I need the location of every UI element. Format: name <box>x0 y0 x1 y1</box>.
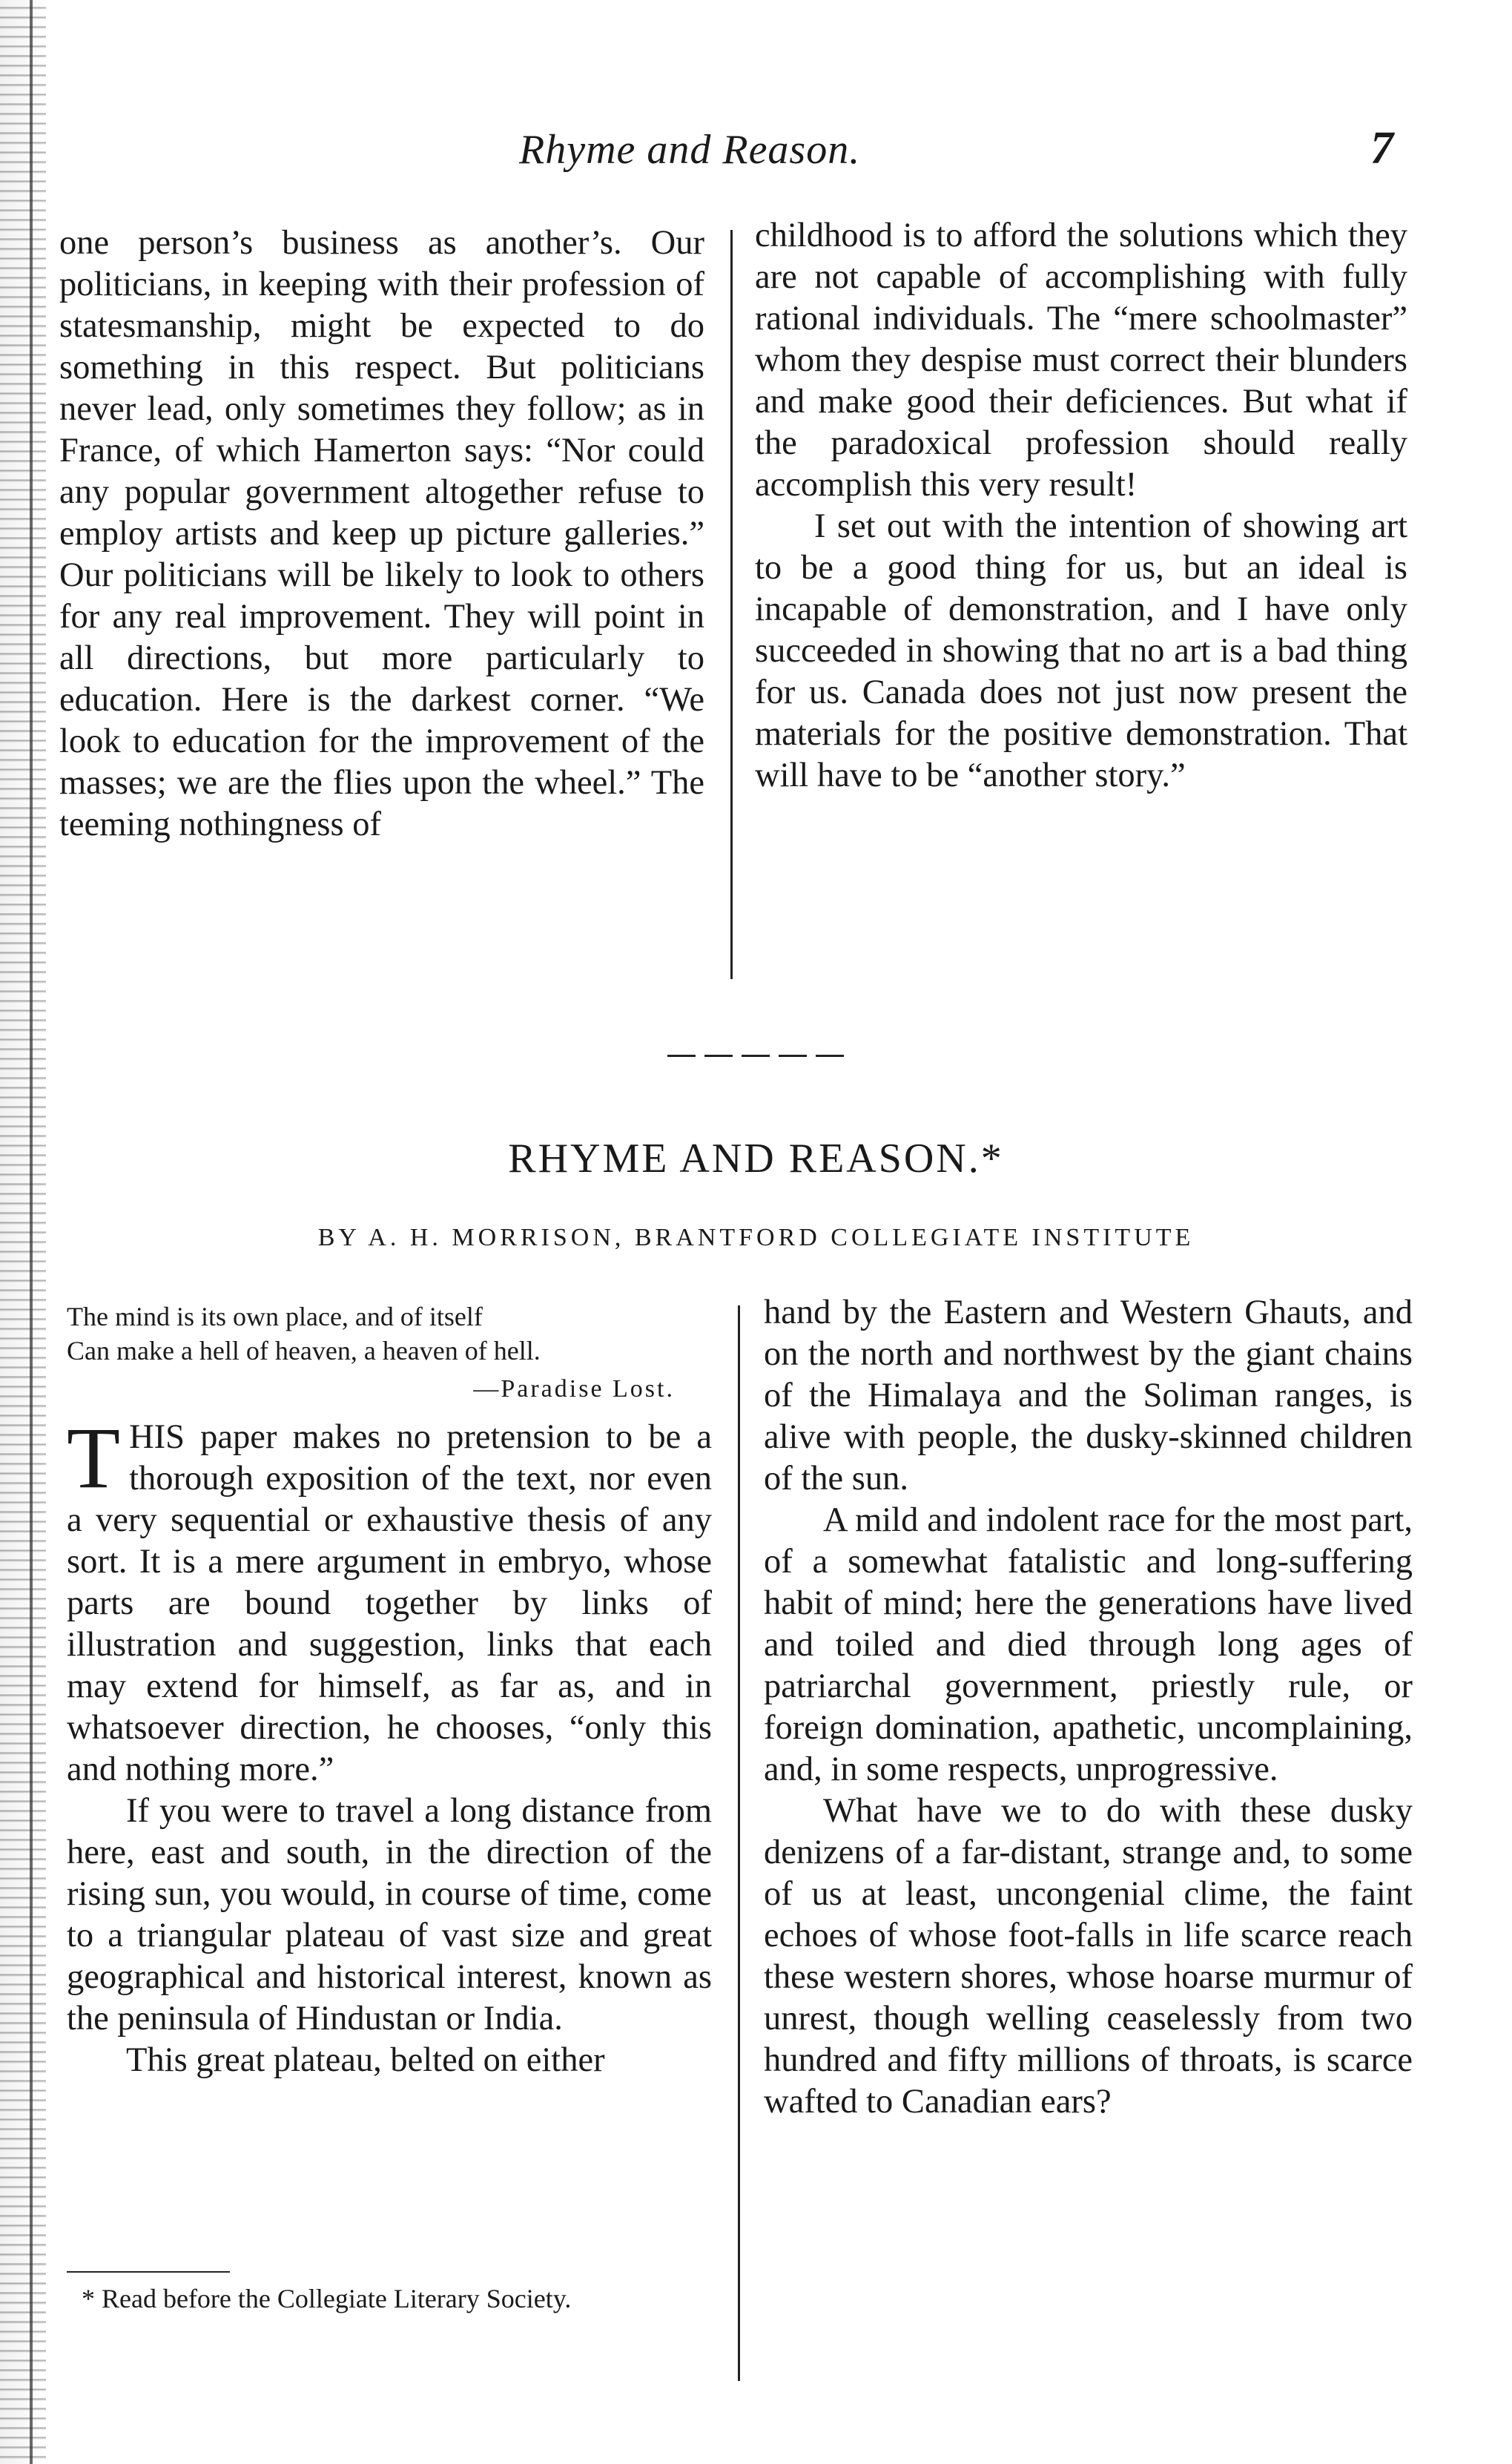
first-paragraph-text: HIS paper makes no pretension to be a thorough exposition of the text, nor even a very sequential or exhaustive thesis of any sort. It is a mere argument in embryo, whose parts are bound together by links of illustration and suggestion, links that each may extend for himself, as far as, and in whatsoever direction, he chooses, “only this and nothing more.” <box>67 1418 712 1788</box>
running-title: Rhyme and Reason. <box>519 127 861 173</box>
epigraph-line-2: Can make a hell of heaven, a heaven of hell. <box>67 1336 541 1366</box>
column-rule-top <box>730 230 733 979</box>
section-divider <box>667 1055 845 1057</box>
paragraph: hand by the Eastern and Western Ghauts, and on the north and northwest by the giant chains of the Himalaya and the Soliman ranges, is alive with people, the dusky-skinned children of the sun. <box>764 1294 1413 1498</box>
drop-cap: T <box>67 1409 121 1506</box>
article-left-column <box>67 1409 712 2081</box>
paragraph: If you were to travel a long distance from here, east and south, in the direction of the rising sun, you would, in course of time, come to a triangular plateau of vast size and great geographical and historical interest, known as the peninsula of Hindustan or India. <box>67 1792 712 2038</box>
paragraph: This great plateau, belted on either <box>126 2041 605 2079</box>
paragraph: one person’s business as another’s. Our politicians, in keeping with their profession of statesmanship, might be expected to do something in this respect. But politicians never lead, only sometimes they follow; as in France, of which Hamerton says: “Nor could any popular government altogether refuse to employ artists and keep up picture galleries.” Our politicians will be likely to look to others for any real improvement. They will point in all directions, but more particularly to education. Here is the darkest corner. “We look to education for the improvement of the masses; we are the flies upon the wheel.” The teeming nothingness of <box>59 224 704 843</box>
paragraph: A mild and indolent race for the most part, of a somewhat fatalistic and long-suffering habit of mind; here the generations have lived and toiled and died through long ages of patriarchal government, priestly rule, or foreign domination, apathetic, uncomplaining, and, in some respects, unprogressive. <box>764 1501 1413 1788</box>
epigraph <box>67 1299 712 1406</box>
article-title: RHYME AND REASON.* <box>508 1136 1004 1182</box>
paragraph: childhood is to afford the solutions which they are not capable of accomplishing with fully rational individuals. The “mere schoolmaster” whom they despise must correct their blunders and make good their deficiences. But what if the paradoxical profession should really accomplish this very result! <box>755 217 1407 504</box>
article-byline: BY A. H. MORRISON, BRANTFORD COLLEGIATE INSTITUTE <box>317 1224 1195 1251</box>
previous-article-right-column <box>755 215 1407 797</box>
epigraph-line-1: The mind is its own place, and of itself <box>67 1302 483 1331</box>
paragraph: What have we to do with these dusky denizens of a far-distant, strange and, to some of us at least, uncongenial clime, the faint echoes of whose foot-falls in life scarce reach these western shores, whose hoarse murmur of unrest, though welling ceaselessly from two hundred and fifty millions of throats, is scarce wafted to Canadian ears? <box>764 1792 1413 2121</box>
page-number: 7 <box>1370 123 1393 174</box>
footnote-rule <box>67 2271 230 2273</box>
column-rule-bottom <box>738 1305 740 2381</box>
epigraph-source: —Paradise Lost. <box>473 1375 675 1403</box>
first-paragraph <box>67 1409 712 1791</box>
article-right-column <box>764 1292 1413 2123</box>
footnote: * Read before the Collegiate Literary Society. <box>82 2284 572 2313</box>
previous-article-left-column <box>59 223 704 846</box>
paragraph: I set out with the intention of showing art to be a good thing for us, but an ideal is incapable of demonstration, and I have only succeeded in showing that no art is a bad thing for us. Canada does not just now present the materials for the positive demonstration. That will have to be “another story.” <box>755 507 1407 794</box>
